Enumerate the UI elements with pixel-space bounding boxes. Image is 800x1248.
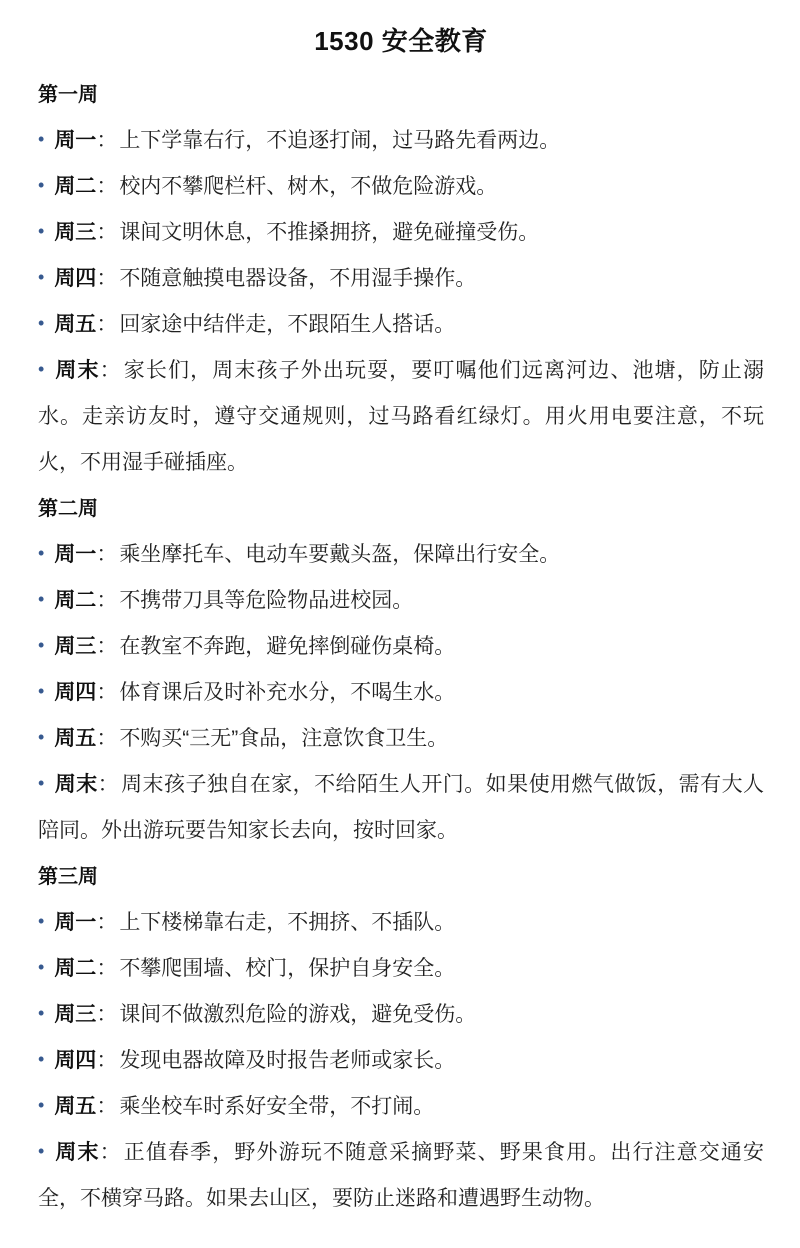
day-label: 周五 [54, 313, 97, 336]
week-section-3 [38, 854, 764, 1222]
item-text: 体育课后及时补充水分，不喝生水。 [119, 681, 456, 704]
bullet-icon: • [38, 175, 45, 195]
week-2-item-friday [38, 716, 764, 762]
week-3-item-weekend [38, 1130, 764, 1222]
colon-separator: ： [96, 589, 118, 612]
colon-separator: ： [99, 1141, 122, 1164]
day-label: 周一 [54, 543, 97, 566]
item-text: 课间文明休息，不推搡拥挤，避免碰撞受伤。 [119, 221, 540, 244]
item-text: 不购买“三无”食品，注意饮食卫生。 [119, 727, 449, 750]
item-text: 回家途中结伴走，不跟陌生人搭话。 [119, 313, 456, 336]
week-2-heading: 第二周 [38, 498, 98, 520]
bullet-icon: • [38, 221, 45, 241]
bullet-icon: • [38, 543, 45, 563]
week-3-item-tuesday [38, 946, 764, 992]
week-2-item-thursday [38, 670, 764, 716]
item-text: 校内不攀爬栏杆、树木，不做危险游戏。 [119, 175, 498, 198]
colon-separator: ： [96, 1095, 118, 1118]
item-text: 上下学靠右行，不追逐打闹，过马路先看两边。 [119, 129, 561, 152]
day-label: 周二 [54, 957, 97, 980]
bullet-icon: • [38, 589, 45, 609]
day-label: 周五 [54, 1095, 97, 1118]
week-1-item-friday [38, 302, 764, 348]
week-section-2 [38, 486, 764, 854]
item-text: 乘坐摩托车、电动车要戴头盔，保障出行安全。 [119, 543, 561, 566]
colon-separator: ： [96, 129, 118, 152]
colon-separator: ： [99, 359, 122, 382]
day-label: 周四 [54, 267, 97, 290]
bullet-icon: • [38, 1141, 45, 1161]
bullet-icon: • [38, 911, 45, 931]
item-text: 上下楼梯靠右走，不拥挤、不插队。 [119, 911, 456, 934]
day-label: 周三 [54, 1003, 97, 1026]
colon-separator: ： [96, 175, 118, 198]
day-label: 周五 [54, 727, 97, 750]
item-text: 发现电器故障及时报告老师或家长。 [119, 1049, 456, 1072]
bullet-icon: • [38, 359, 45, 379]
day-label: 周三 [54, 221, 97, 244]
bullet-icon: • [38, 957, 45, 977]
colon-separator: ： [96, 635, 118, 658]
colon-separator: ： [96, 267, 118, 290]
item-text: 不携带刀具等危险物品进校园。 [119, 589, 414, 612]
item-text: 在教室不奔跑，避免摔倒碰伤桌椅。 [119, 635, 456, 658]
day-label: 周末 [54, 359, 100, 382]
week-1-item-wednesday [38, 210, 764, 256]
day-label: 周一 [54, 911, 97, 934]
colon-separator: ： [96, 727, 118, 750]
week-3-heading: 第三周 [38, 866, 98, 888]
document-title: 1530 安全教育 [314, 26, 488, 56]
week-1-item-thursday [38, 256, 764, 302]
bullet-icon: • [38, 635, 45, 655]
day-label: 周二 [54, 589, 97, 612]
week-1-item-monday [38, 118, 764, 164]
item-text: 课间不做激烈危险的游戏，避免受伤。 [119, 1003, 477, 1026]
week-section-1 [38, 72, 764, 486]
item-text: 不攀爬围墙、校门，保护自身安全。 [119, 957, 456, 980]
bullet-icon: • [38, 1095, 45, 1115]
day-label: 周三 [54, 635, 97, 658]
colon-separator: ： [96, 681, 118, 704]
week-1-heading: 第一周 [38, 84, 98, 106]
week-1-item-tuesday [38, 164, 764, 210]
day-label: 周一 [54, 129, 97, 152]
week-2-item-weekend [38, 762, 764, 854]
bullet-icon: • [38, 681, 45, 701]
week-3-item-monday [38, 900, 764, 946]
item-text: 不随意触摸电器设备，不用湿手操作。 [119, 267, 477, 290]
colon-separator: ： [96, 1003, 118, 1026]
item-text: 乘坐校车时系好安全带，不打闹。 [119, 1095, 435, 1118]
item-text: 正值春季，野外游玩不随意采摘野菜、野果食用。出行注意交通安全，不横穿马路。如果去山区，要防止迷路和遭遇野生动物。 [38, 1141, 765, 1210]
item-text: 家长们，周末孩子外出玩耍，要叮嘱他们远离河边、池塘，防止溺水。走亲访友时，遵守交通规则，过马路看红绿灯。用火用电要注意，不玩火，不用湿手碰插座。 [38, 359, 765, 474]
colon-separator: ： [97, 773, 120, 796]
colon-separator: ： [96, 911, 118, 934]
colon-separator: ： [96, 221, 118, 244]
day-label: 周四 [54, 681, 97, 704]
bullet-icon: • [38, 727, 45, 747]
bullet-icon: • [38, 1049, 45, 1069]
bullet-icon: • [38, 129, 45, 149]
day-label: 周末 [54, 1141, 100, 1164]
day-label: 周四 [54, 1049, 97, 1072]
week-2-item-wednesday [38, 624, 764, 670]
day-label: 周二 [54, 175, 97, 198]
week-3-item-thursday [38, 1038, 764, 1084]
bullet-icon: • [38, 267, 45, 287]
colon-separator: ： [96, 1049, 118, 1072]
week-3-item-friday [38, 1084, 764, 1130]
colon-separator: ： [96, 957, 118, 980]
day-label: 周末 [54, 773, 98, 796]
colon-separator: ： [96, 543, 118, 566]
week-3-item-wednesday [38, 992, 764, 1038]
bullet-icon: • [38, 773, 45, 793]
week-1-item-weekend [38, 348, 764, 486]
bullet-icon: • [38, 313, 45, 333]
bullet-icon: • [38, 1003, 45, 1023]
colon-separator: ： [96, 313, 118, 336]
week-2-item-tuesday [38, 578, 764, 624]
item-text: 周末孩子独自在家，不给陌生人开门。如果使用燃气做饭，需有大人陪同。外出游玩要告知家长去向，按时回家。 [38, 773, 765, 842]
week-2-item-monday [38, 532, 764, 578]
